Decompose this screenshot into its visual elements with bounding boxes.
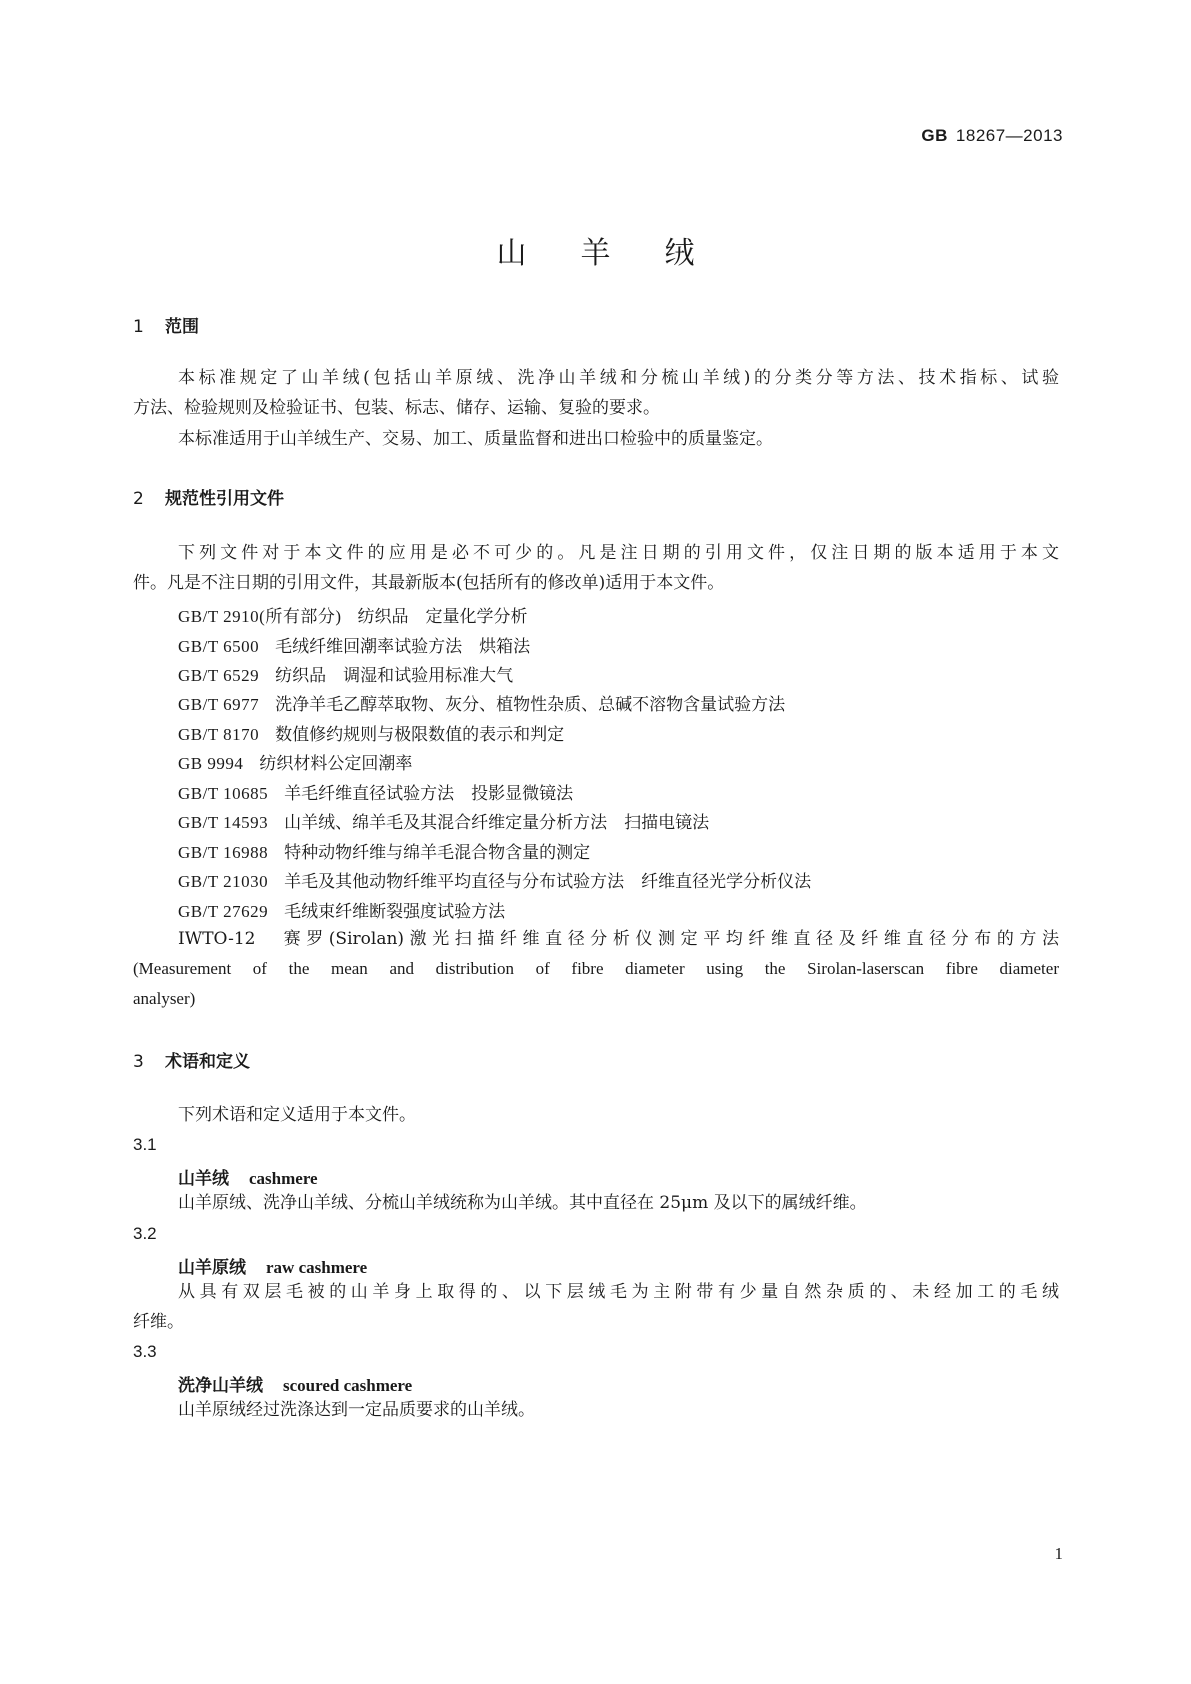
term-zh: 山羊原绒 <box>178 1258 246 1278</box>
section-number: 3 <box>133 1052 144 1072</box>
reference-title: 羊毛及其他动物纤维平均直径与分布试验方法 纤维直径光学分析仪法 <box>284 872 812 892</box>
reference-item <box>178 867 811 892</box>
term-definition: 山羊原绒经过洗涤达到一定品质要求的山羊绒。 <box>178 1400 535 1420</box>
s1-paragraph-1-line-1: 本标准规定了山羊绒(包括山羊原绒、洗净山羊绒和分梳山羊绒)的分类分等方法、技术指标、试验 <box>178 368 1059 388</box>
s2-paragraph-line-2: 件。凡是不注日期的引用文件，其最新版本(包括所有的修改单)适用于本文件。 <box>133 573 725 593</box>
term-number: 3.2 <box>133 1224 157 1243</box>
iwto-reference-line-1: IWTO-12 赛罗(Sirolan)激光扫描纤维直径分析仪测定平均纤维直径及纤维直径分布的方法 <box>178 929 1059 949</box>
reference-title: 山羊绒、绵羊毛及其混合纤维定量分析方法 扫描电镜法 <box>284 813 710 833</box>
reference-item <box>178 661 513 686</box>
document-title: 山羊绒 <box>496 236 749 271</box>
term-definition-line-1: 从具有双层毛被的山羊身上取得的、以下层绒毛为主附带有少量自然杂质的、未经加工的毛绒 <box>178 1282 1059 1302</box>
term-en: scoured cashmere <box>283 1376 413 1395</box>
term-heading <box>178 1164 318 1189</box>
reference-title: 毛绒束纤维断裂强度试验方法 <box>284 902 506 922</box>
reference-code: GB/T 27629 <box>178 902 269 921</box>
section-title: 术语和定义 <box>165 1052 250 1072</box>
reference-item <box>178 632 530 657</box>
section-number: 2 <box>133 489 144 509</box>
section-title: 规范性引用文件 <box>165 489 284 509</box>
reference-title: 毛绒纤维回潮率试验方法 烘箱法 <box>275 637 531 657</box>
reference-item <box>178 838 590 863</box>
reference-code: GB/T 16988 <box>178 843 269 862</box>
term-heading <box>178 1371 412 1396</box>
term-zh: 山羊绒 <box>178 1169 229 1189</box>
iwto-reference-line-2: (Measurement of the mean and distribution of fibre diameter using the Sirolan-laserscan fibre diameter <box>133 959 1059 978</box>
page-number: 1 <box>1054 1544 1063 1563</box>
reference-title: 数值修约规则与极限数值的表示和判定 <box>275 725 565 745</box>
reference-item <box>178 897 505 922</box>
term-definition-line-2: 纤维。 <box>133 1312 184 1332</box>
reference-item <box>178 749 412 774</box>
reference-code: GB/T 8170 <box>178 725 260 744</box>
reference-title: 特种动物纤维与绵羊毛混合物含量的测定 <box>284 843 591 863</box>
section-2-heading <box>133 484 284 509</box>
reference-code: GB/T 14593 <box>178 813 269 832</box>
reference-title: 羊毛纤维直径试验方法 投影显微镜法 <box>284 784 574 804</box>
s3-intro: 下列术语和定义适用于本文件。 <box>178 1105 416 1125</box>
term-definition: 山羊原绒、洗净山羊绒、分梳山羊绒统称为山羊绒。其中直径在 25μm 及以下的属绒纤维。 <box>178 1193 867 1213</box>
reference-item <box>178 779 573 804</box>
term-en: raw cashmere <box>266 1258 368 1277</box>
reference-title: 纺织品 调湿和试验用标准大气 <box>275 666 514 686</box>
reference-code: GB/T 6529 <box>178 666 260 685</box>
term-number: 3.3 <box>133 1342 157 1361</box>
term-heading <box>178 1253 367 1278</box>
reference-title: 纺织材料公定回潮率 <box>259 754 413 774</box>
section-3-heading <box>133 1047 250 1072</box>
section-1-heading <box>133 312 199 337</box>
term-en: cashmere <box>249 1169 318 1188</box>
standard-prefix: GB <box>921 126 948 145</box>
standard-number <box>921 126 1063 146</box>
reference-code: GB/T 6500 <box>178 637 260 656</box>
reference-code: GB/T 10685 <box>178 784 269 803</box>
reference-title: 洗净羊毛乙醇萃取物、灰分、植物性杂质、总碱不溶物含量试验方法 <box>275 695 786 715</box>
term-zh: 洗净山羊绒 <box>178 1376 263 1396</box>
reference-code: GB/T 6977 <box>178 695 260 714</box>
reference-item <box>178 808 709 833</box>
reference-item <box>178 602 528 627</box>
reference-item <box>178 720 564 745</box>
s1-paragraph-2: 本标准适用于山羊绒生产、交易、加工、质量监督和进出口检验中的质量鉴定。 <box>178 429 773 449</box>
s2-paragraph-line-1: 下列文件对于本文件的应用是必不可少的。凡是注日期的引用文件，仅注日期的版本适用于本文 <box>178 543 1059 563</box>
reference-code: GB/T 2910(所有部分) <box>178 607 342 626</box>
section-number: 1 <box>133 317 144 337</box>
term-number: 3.1 <box>133 1135 157 1154</box>
section-title: 范围 <box>165 317 199 337</box>
reference-code: GB/T 21030 <box>178 872 269 891</box>
s1-paragraph-1-line-2: 方法、检验规则及检验证书、包装、标志、储存、运输、复验的要求。 <box>133 398 660 418</box>
standard-code: 18267—2013 <box>955 126 1063 145</box>
iwto-reference-line-3: analyser) <box>133 989 196 1008</box>
reference-item <box>178 690 785 715</box>
reference-code: GB 9994 <box>178 754 244 773</box>
reference-title: 纺织品 定量化学分析 <box>357 607 528 627</box>
